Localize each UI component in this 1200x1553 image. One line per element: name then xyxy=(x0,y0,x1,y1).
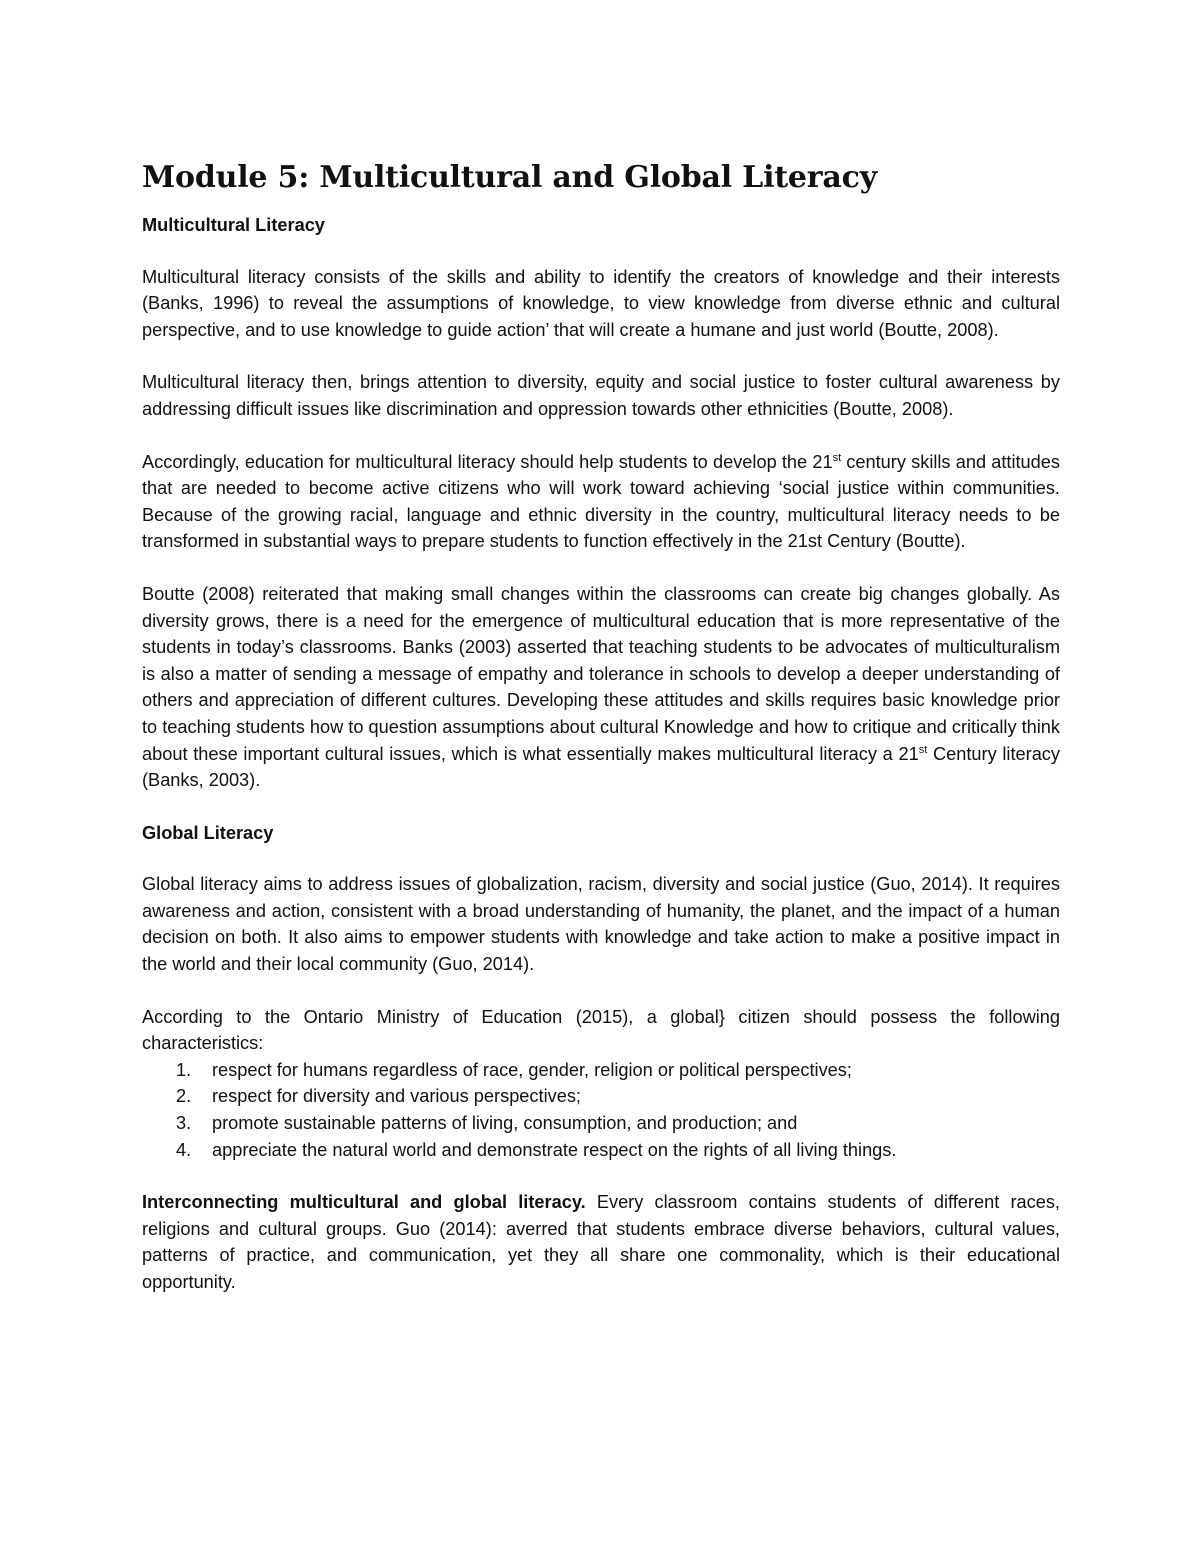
paragraph-multicultural-attention: Multicultural literacy then, brings attention to diversity, equity and social justice to foster cultural awareness by addressing difficult issues like discrimination and oppression towards other ethnicities (Boutte, 2008). xyxy=(142,372,1060,419)
page-title: Module 5: Multicultural and Global Literacy xyxy=(142,160,877,195)
paragraph-interconnecting xyxy=(142,1189,1060,1295)
list-item xyxy=(142,1083,1060,1110)
section-heading-global: Global Literacy xyxy=(142,822,274,843)
list-item-text: respect for humans regardless of race, gender, religion or political perspectives; xyxy=(212,1059,852,1080)
list-item-text: respect for diversity and various perspectives; xyxy=(212,1086,581,1107)
list-number: 1. xyxy=(176,1059,192,1080)
list-number: 4. xyxy=(176,1139,192,1160)
paragraph-lead-heading: Interconnecting multicultural and global literacy. xyxy=(142,1192,586,1213)
paragraph-boutte-banks xyxy=(142,581,1060,794)
list-item xyxy=(142,1137,1060,1164)
paragraph-multicultural-education xyxy=(142,449,1060,555)
paragraph-multicultural-definition: Multicultural literacy consists of the skills and ability to identify the creators of knowledge and their interests (Banks, 1996) to reveal the assumptions of knowledge, to view knowledge from diverse ethnic and cultural perspective, and to use knowledge to guide action’ that will create a humane and just world (Boutte, 2008). xyxy=(142,266,1060,340)
paragraph-global-definition: Global literacy aims to address issues of globalization, racism, diversity and social justice (Guo, 2014). It requires awareness and action, consistent with a broad understanding of humanity, the planet, and the impact of a human decision on both. It also aims to empower students with knowledge and take action to make a positive impact in the world and their local community (Guo, 2014). xyxy=(142,874,1060,975)
paragraph-ontario-intro: According to the Ontario Ministry of Education (2015), a global} citizen should possess the following characteristics: xyxy=(142,1006,1060,1054)
list-item xyxy=(142,1057,1060,1084)
list-item-text: appreciate the natural world and demonstrate respect on the rights of all living things. xyxy=(212,1139,897,1160)
paragraph-text: century skills and attitudes that are needed to become active citizens who will work toward achieving ‘social justice within communities. Because of the growing racial, language and ethnic diversity in the country, multicultural literacy needs to be transformed in substantial ways to prepare students to function effectively in the 21st Century (Boutte). xyxy=(142,451,1060,552)
document-page xyxy=(142,158,1060,1322)
paragraph-text: Every classroom contains students of different races, religions and cultural groups. Guo (2014): averred that students embrace diverse behaviors, cultural values, patterns of practice, and communication, yet they all share one commonality, which is their educational opportunity. xyxy=(142,1192,1060,1292)
list-number: 2. xyxy=(176,1086,192,1107)
paragraph-text: Accordingly, education for multicultural literacy should help students to develop the 21 xyxy=(142,451,833,472)
characteristics-list xyxy=(142,1057,1060,1163)
paragraph-text: Boutte (2008) reiterated that making small changes within the classrooms can create big changes globally. As diversity grows, there is a need for the emergence of multicultural education that is more representative of the students in today’s classrooms. Banks (2003) asserted that teaching students to be advocates of multiculturalism is also a matter of sending a message of empathy and tolerance in schools to develop a deeper understanding of others and appreciation of different cultures. Developing these attitudes and skills requires basic knowledge prior to teaching students how to question assumptions about cultural Knowledge and how to critique and critically think about these important cultural issues, which is what essentially makes multicultural literacy a 21 xyxy=(142,583,1061,764)
ordinal-suffix: st xyxy=(832,451,842,464)
list-number: 3. xyxy=(176,1113,192,1134)
list-item-text: promote sustainable patterns of living, consumption, and production; and xyxy=(212,1113,798,1134)
section-heading-multicultural: Multicultural Literacy xyxy=(142,215,325,235)
list-item xyxy=(142,1110,1060,1137)
ordinal-suffix: st xyxy=(918,743,928,756)
paragraph-text: Century literacy (Banks, 2003). xyxy=(142,743,1060,791)
